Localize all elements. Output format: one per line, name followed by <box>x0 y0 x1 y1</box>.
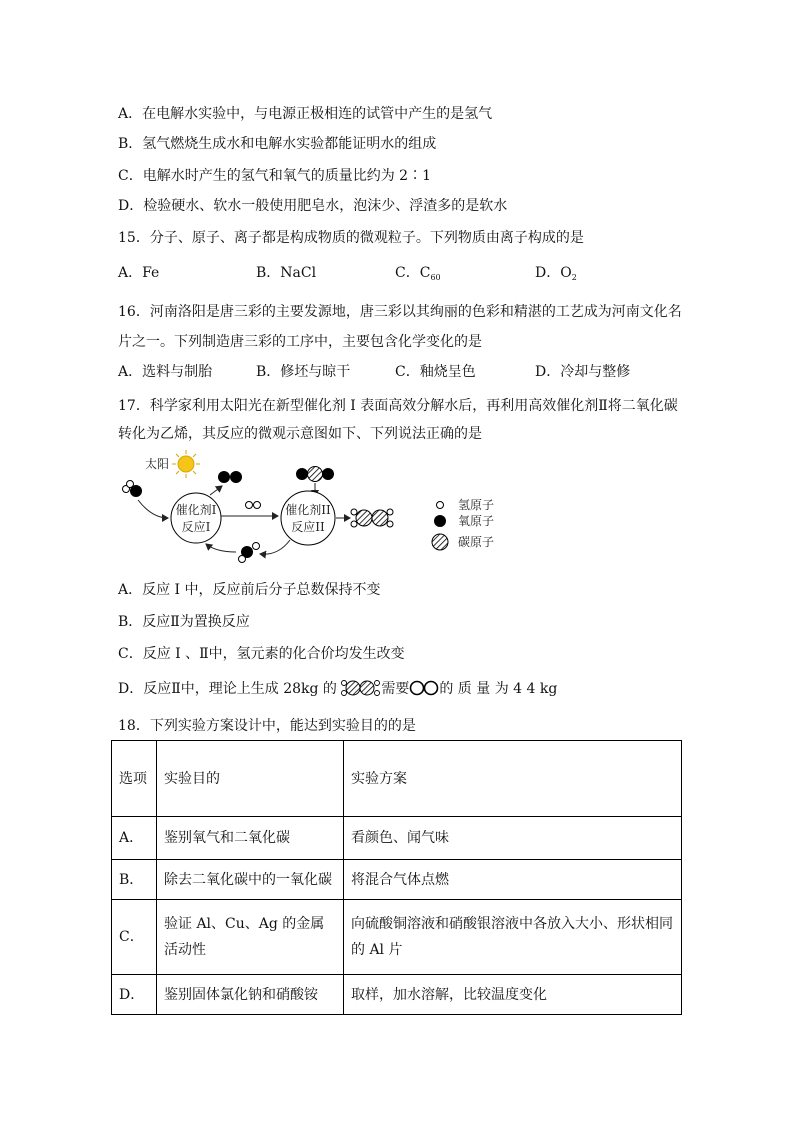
q14-option-d: D．检验硬水、软水一般使用肥皂水，泡沫少、浮渣多的是软水 <box>118 198 508 214</box>
experiment-table <box>111 740 682 1015</box>
table-row <box>112 900 682 975</box>
table-cell: 将混合气体点燃 <box>344 860 682 900</box>
q15-option-a: A．Fe <box>118 265 160 281</box>
table-row <box>112 860 682 900</box>
carbon-atom-legend-icon <box>432 534 448 550</box>
legend-carbon: 碳原子 <box>458 535 495 549</box>
table-header-row <box>112 741 682 817</box>
q17-option-b: B．反应Ⅱ为置换反应 <box>118 614 250 630</box>
q17-stem-line1: 17．科学家利用太阳光在新型催化剂 I 表面高效分解水后，再利用高效催化剂Ⅱ将二氧化碳 <box>118 398 678 414</box>
legend <box>432 498 494 550</box>
q16-option-b: B．修坯与晾干 <box>256 364 351 380</box>
q15-option-b: B．NaCl <box>256 265 317 281</box>
water-molecule-input <box>123 481 143 498</box>
table-cell: C． <box>112 900 157 975</box>
q16-option-d: D．冷却与整修 <box>535 364 631 380</box>
q17-option-c: C．反应 I 、Ⅱ中，氢元素的化合价均发生改变 <box>118 646 405 662</box>
q17-option-d-part3: 的 质 量 为 4 4 kg <box>439 681 558 697</box>
table-cell: 看颜色、闻气味 <box>344 817 682 860</box>
q15-option-d: D．$O_2$ <box>535 265 577 282</box>
q18-stem: 18．下列实验方案设计中，能达到实验目的的是 <box>118 718 416 734</box>
ethylene-molecule-output <box>351 509 393 527</box>
table-cell: 向硫酸铜溶液和硝酸银溶液中各放入大小、形状相同的 Al 片 <box>344 900 682 975</box>
table-header-cell: 选项 <box>112 741 157 817</box>
q17-option-d <box>118 678 557 699</box>
q16-options <box>118 362 718 382</box>
reaction2-label: 反应II <box>291 520 325 534</box>
q15-options <box>118 263 718 283</box>
table-row <box>112 975 682 1015</box>
q15-option-c: C．$C_{60}$ <box>395 265 441 282</box>
q16-stem-line2: 片之一。下列制造唐三彩的工序中，主要包含化学变化的是 <box>118 334 482 350</box>
water-molecule-output <box>239 543 260 563</box>
table-cell: 除去二氧化碳中的一氧化碳 <box>157 860 344 900</box>
q14-option-a: A．在电解水实验中，与电源正极相连的试管中产生的是氢气 <box>118 106 493 122</box>
legend-oxygen: 氧原子 <box>458 514 495 528</box>
co2-molecule-input <box>296 467 334 482</box>
table-row <box>112 817 682 860</box>
table-cell: 取样，加水溶解，比较温度变化 <box>344 975 682 1015</box>
oxygen-molecule-output <box>218 471 242 483</box>
catalyst1-label: 催化剂I <box>175 503 217 517</box>
sun-icon <box>172 450 200 478</box>
reaction1-label: 反应I <box>181 520 211 534</box>
catalyst2-label: 催化剂II <box>285 503 331 517</box>
hydrogen-atom-legend-icon <box>437 502 444 509</box>
table-cell: B． <box>112 860 157 900</box>
table-header-cell: 实验目的 <box>157 741 344 817</box>
table-header-cell: 实验方案 <box>344 741 682 817</box>
q17-option-d-part2: 需要 <box>381 681 410 697</box>
table-cell: 验证 Al、Cu、Ag 的金属活动性 <box>157 900 344 975</box>
catalyst2-circle <box>281 491 335 545</box>
reaction-micro-diagram <box>118 448 508 573</box>
table-cell: A． <box>112 817 157 860</box>
table-cell: D． <box>112 975 157 1015</box>
q15-stem: 15．分子、原子、离子都是构成物质的微观粒子。下列物质由离子构成的是 <box>118 230 584 246</box>
catalyst1-circle <box>171 493 221 543</box>
hydrogen-molecule-middle <box>246 502 261 509</box>
legend-hydrogen: 氢原子 <box>458 498 495 512</box>
hydrogen-molecule-icon <box>409 680 439 696</box>
q14-option-b: B．氢气燃烧生成水和电解水实验都能证明水的组成 <box>118 136 437 152</box>
oxygen-atom-legend-icon <box>434 515 446 527</box>
q17-option-d-part1: D．反应Ⅱ中，理论上生成 28kg 的 <box>118 681 337 697</box>
q16-option-c: C．釉烧呈色 <box>395 364 476 380</box>
q17-stem-line2: 转化为乙烯，其反应的微观示意图如下、下列说法正确的是 <box>118 426 482 442</box>
q16-option-a: A．选料与制胎 <box>118 364 213 380</box>
q16-stem-line1: 16．河南洛阳是唐三彩的主要发源地，唐三彩以其绚丽的色彩和精湛的工艺成为河南文化名 <box>118 304 682 320</box>
q14-option-c: C．电解水时产生的氢气和氧气的质量比约为 2∶1 <box>118 168 431 184</box>
ethylene-molecule-icon <box>341 678 381 698</box>
q17-option-a: A．反应 I 中，反应前后分子总数保持不变 <box>118 582 381 598</box>
table-cell: 鉴别氧气和二氧化碳 <box>157 817 344 860</box>
sun-label: 太阳 <box>145 457 170 471</box>
table-cell: 鉴别固体氯化钠和硝酸铵 <box>157 975 344 1015</box>
